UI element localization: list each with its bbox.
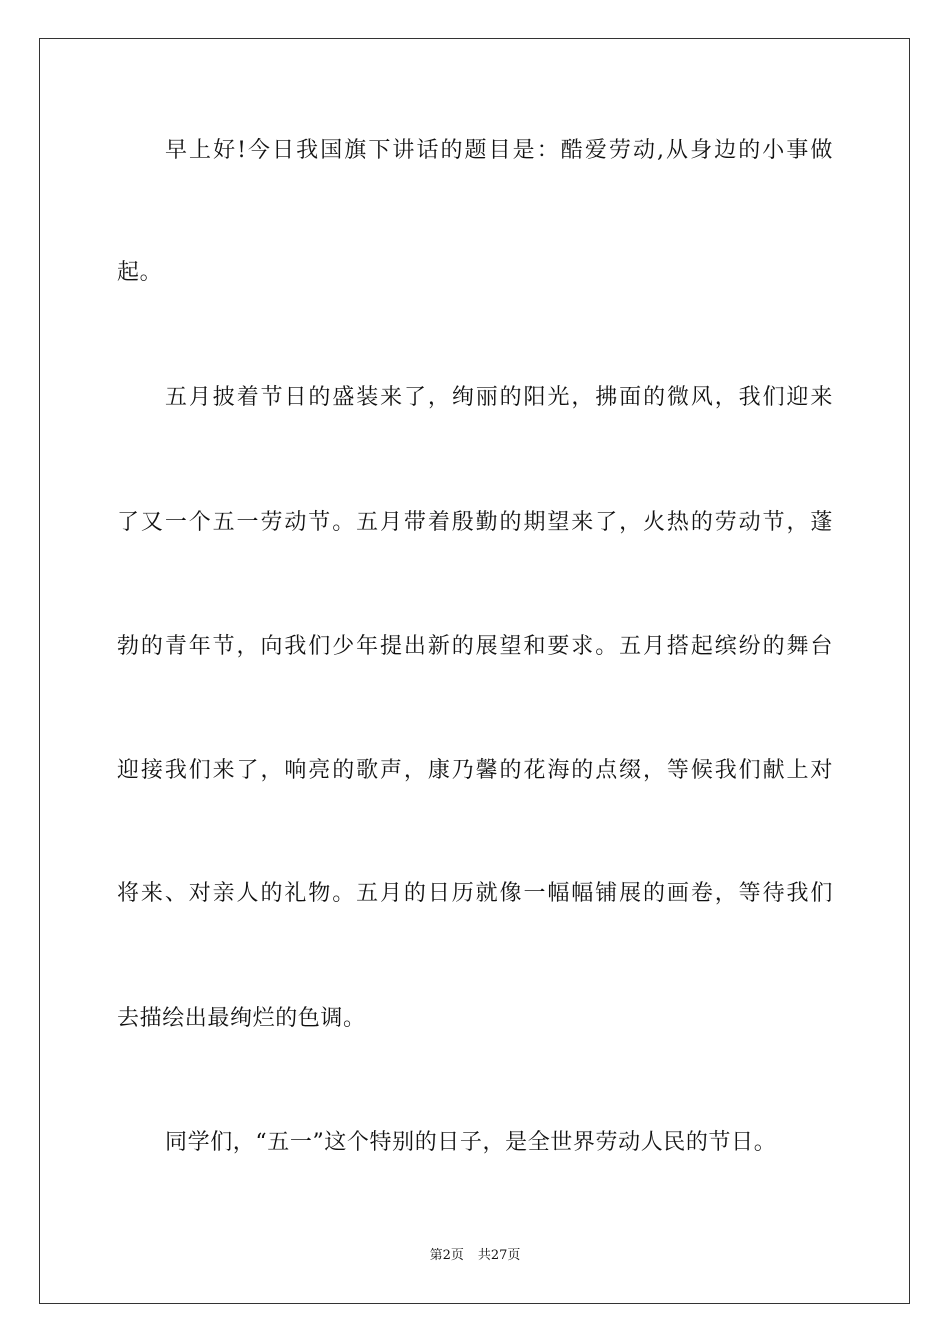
paragraph-line: 迎接我们来了，响亮的歌声，康乃馨的花海的点缀，等候我们献上对: [117, 758, 833, 783]
page-number: 第2页: [429, 1248, 464, 1263]
paragraph-line: 早上好!今日我国旗下讲话的题目是：酷爱劳动,从身边的小事做: [165, 138, 833, 163]
paragraph-line: 去描绘出最绚烂的色调。: [117, 1006, 366, 1031]
page-footer: [0, 1247, 950, 1265]
paragraph-line: 勃的青年节，向我们少年提出新的展望和要求。五月搭起缤纷的舞台: [117, 634, 833, 659]
paragraph-line: 起。: [117, 260, 163, 285]
paragraph-line: 将来、对亲人的礼物。五月的日历就像一幅幅铺展的画卷，等待我们: [117, 881, 833, 906]
paragraph-line: 了又一个五一劳动节。五月带着殷勤的期望来了，火热的劳动节，蓬: [117, 510, 833, 535]
page-total: 共27页: [477, 1248, 521, 1263]
paragraph-line: 五月披着节日的盛装来了，绚丽的阳光，拂面的微风，我们迎来: [165, 385, 833, 410]
paragraph-line: 同学们，“五一”这个特别的日子，是全世界劳动人民的节日。: [165, 1130, 777, 1155]
page-frame: [39, 38, 910, 1304]
